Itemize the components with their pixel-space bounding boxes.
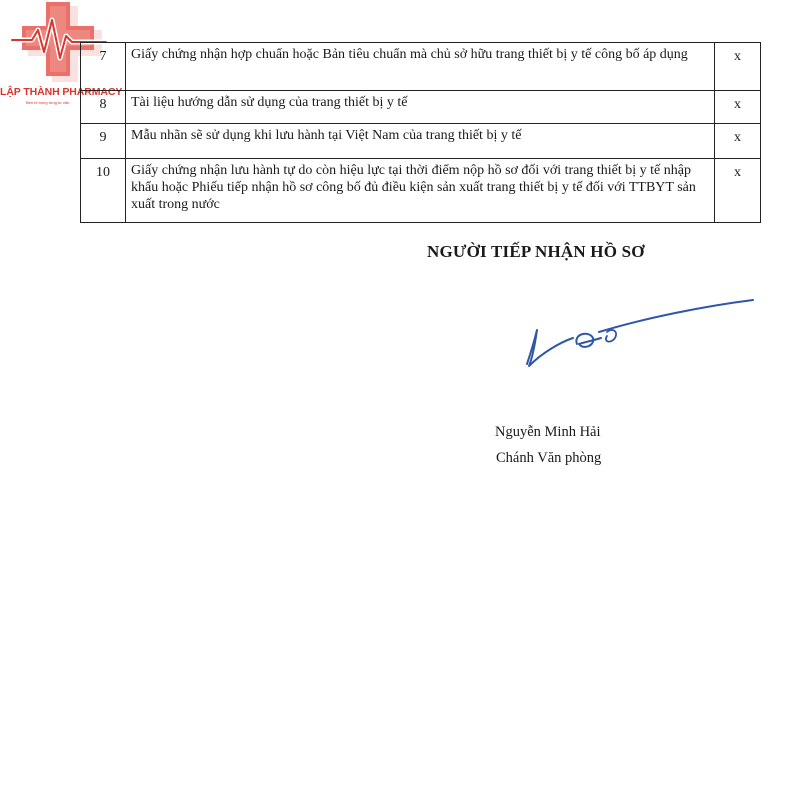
row-check-mark: x <box>715 43 761 91</box>
row-number: 10 <box>81 159 126 223</box>
table-row <box>81 124 761 159</box>
document-checklist-table <box>80 42 761 223</box>
logo-name: LẬP THÀNH PHARMACY <box>0 86 123 98</box>
row-description: Giấy chứng nhận hợp chuẩn hoặc Bản tiêu chuẩn mà chủ sở hữu trang thiết bị y tế công bố áp dụng <box>126 43 715 91</box>
row-description: Tài liệu hướng dẫn sử dụng của trang thiết bị y tế <box>126 91 715 124</box>
row-description: Mẫu nhãn sẽ sử dụng khi lưu hành tại Việt Nam của trang thiết bị y tế <box>126 124 715 159</box>
table-row <box>81 43 761 91</box>
logo-tagline: Bền bỉ trong từng tư vấn <box>26 100 70 105</box>
signer-position: Chánh Văn phòng <box>496 450 602 466</box>
handwritten-signature <box>515 292 765 382</box>
row-check-mark: x <box>715 159 761 223</box>
signer-name: Nguyễn Minh Hải <box>495 424 601 440</box>
receiver-title: NGƯỜI TIẾP NHẬN HỒ SƠ <box>427 242 645 261</box>
table-row <box>81 91 761 124</box>
row-description: Giấy chứng nhận lưu hành tự do còn hiệu lực tại thời điểm nộp hồ sơ đối với trang thiết bị y tế nhập khẩu hoặc Phiếu tiếp nhận hồ sơ công bố đủ điều kiện sản xuất trang thiết bị y tế đối với TTBYT sản xuất trong nước <box>126 159 715 223</box>
table-row <box>81 159 761 223</box>
row-check-mark: x <box>715 124 761 159</box>
row-number: 7 <box>81 43 126 91</box>
row-check-mark: x <box>715 91 761 124</box>
row-number: 9 <box>81 124 126 159</box>
row-number: 8 <box>81 91 126 124</box>
